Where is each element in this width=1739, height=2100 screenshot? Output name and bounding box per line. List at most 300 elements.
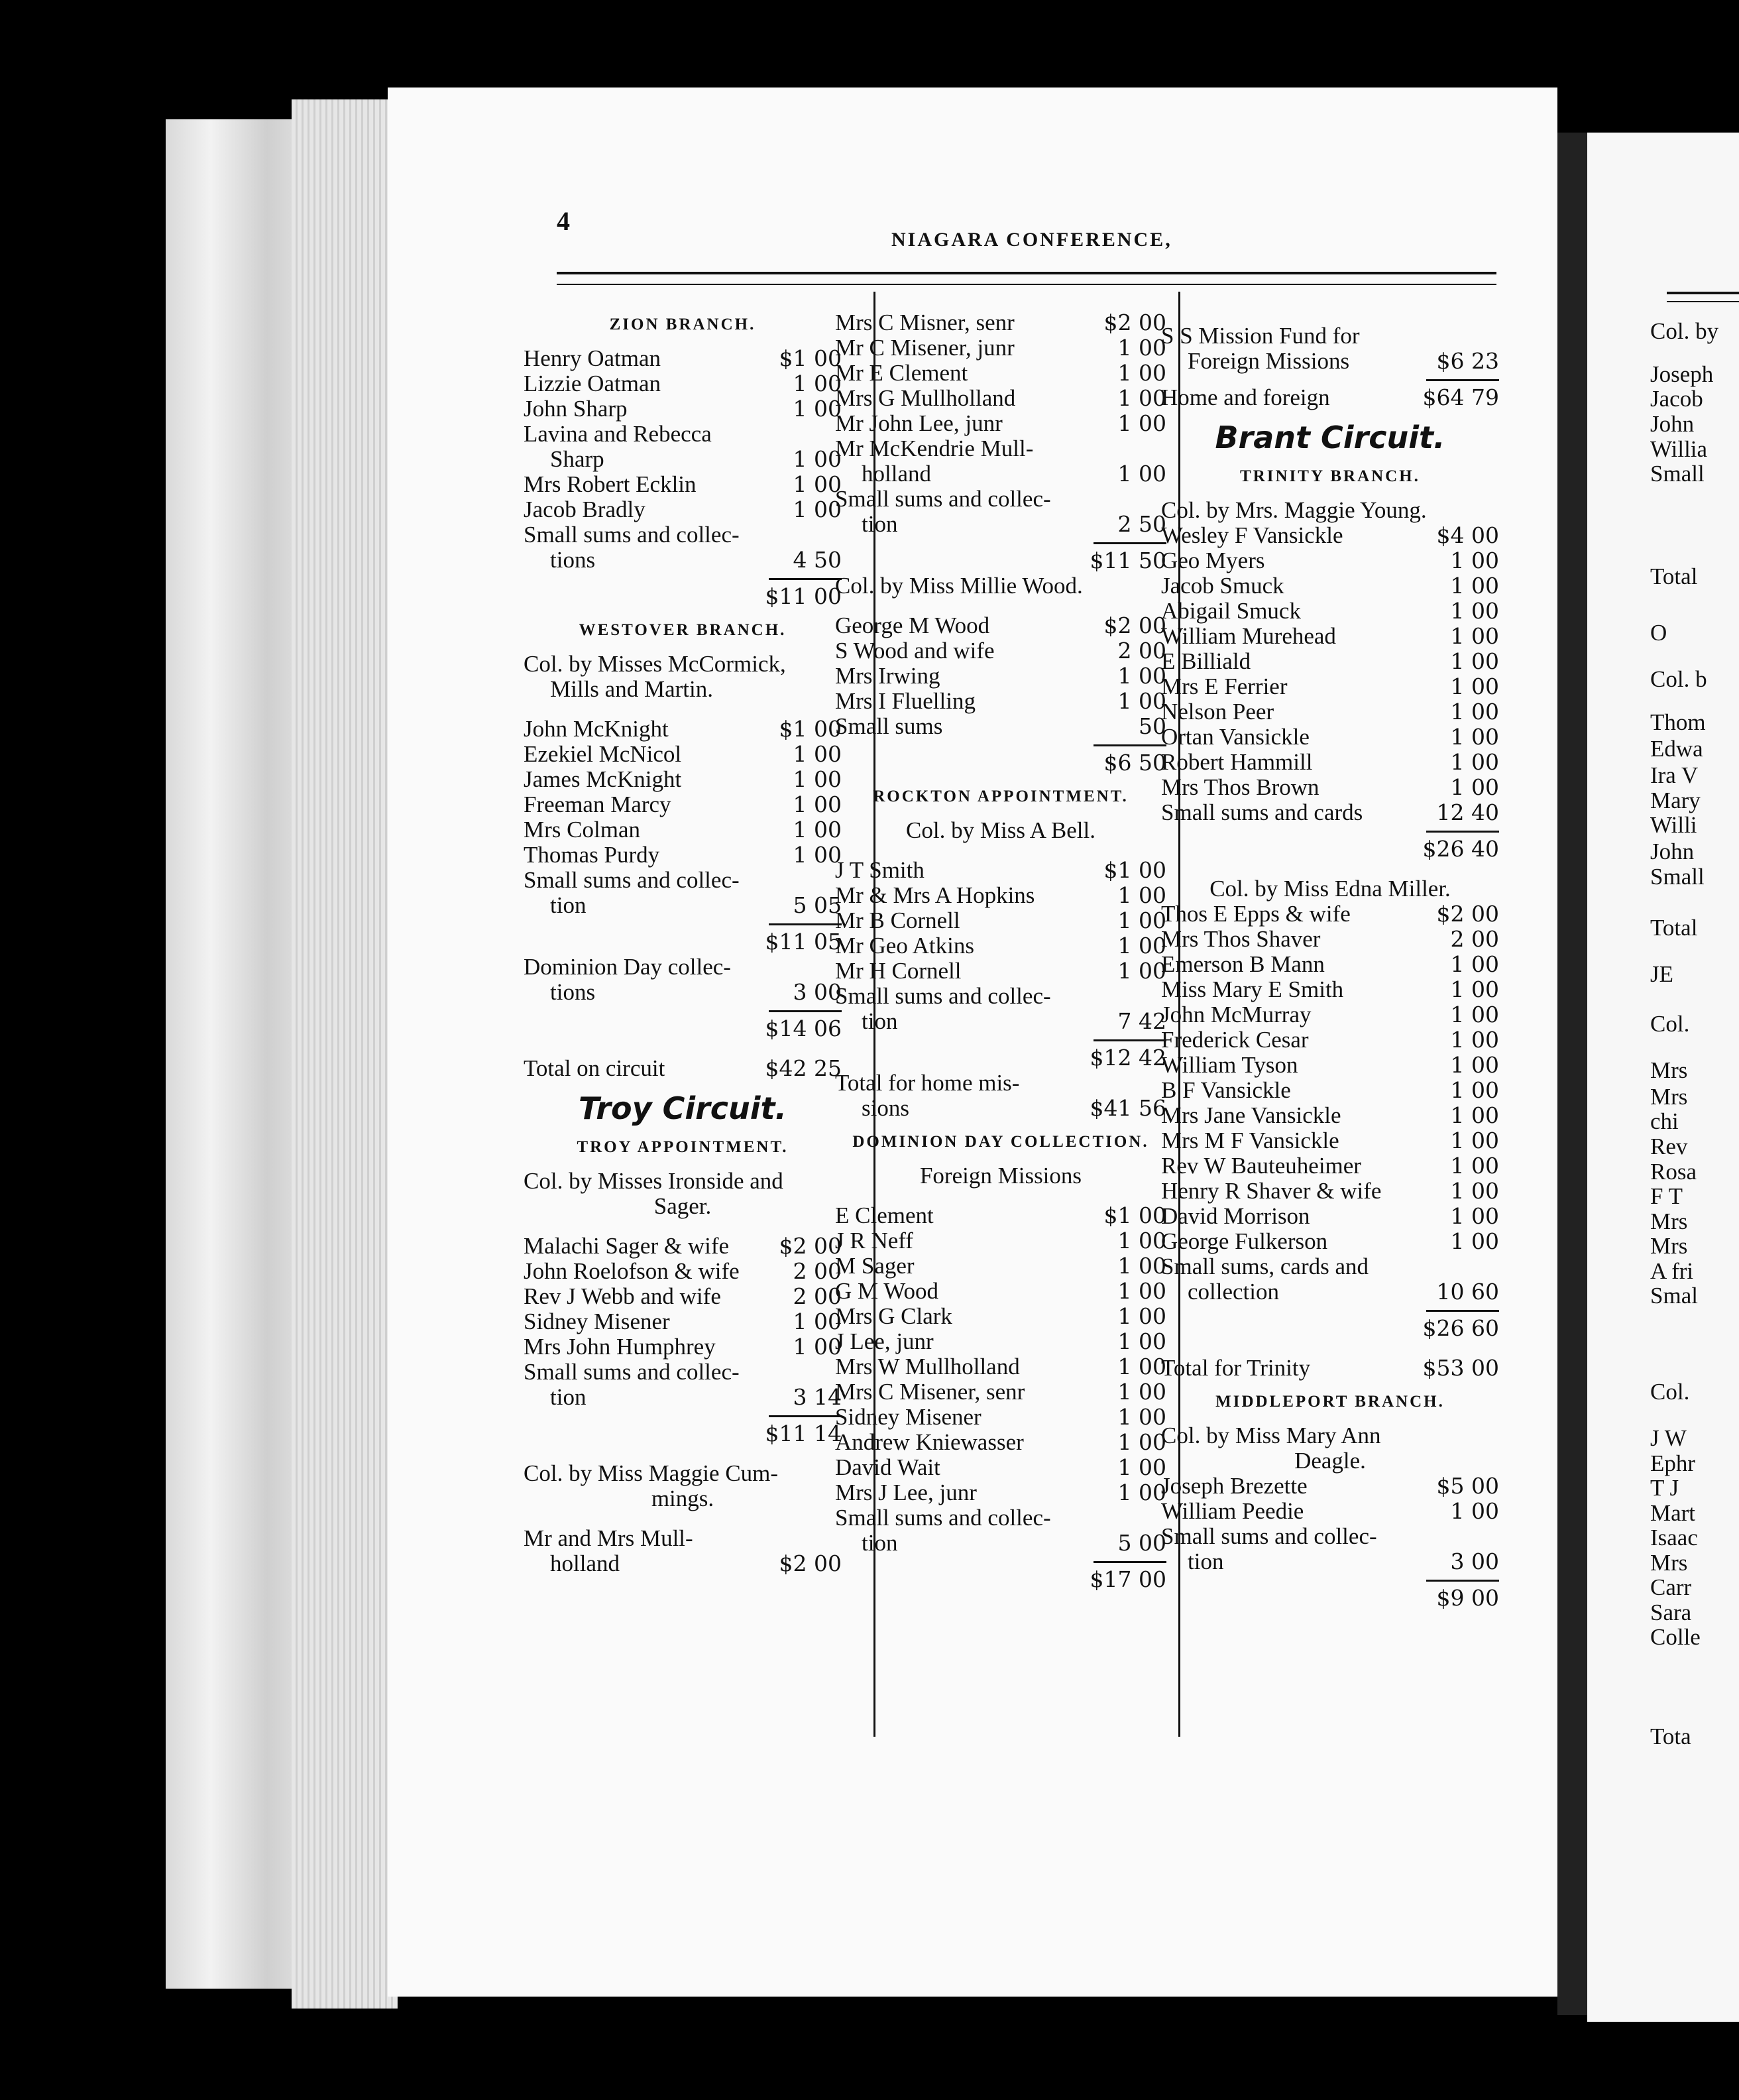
entry-amount: 1 00 [1117, 1379, 1166, 1405]
ledger-row [524, 868, 842, 893]
ledger-row [835, 1505, 1166, 1531]
sum-rule [1426, 831, 1499, 833]
ledger-row [835, 1405, 1166, 1430]
page-stack [292, 99, 398, 2009]
sum-rule [769, 578, 842, 580]
ledger-row [524, 1334, 842, 1360]
subtotal-row [835, 1045, 1166, 1071]
ledger-row [1161, 1078, 1499, 1103]
ledger-row [835, 310, 1166, 335]
entry-name: Col. by Miss Maggie Cum- [524, 1460, 779, 1486]
right-page-text: Rosa [1650, 1159, 1697, 1185]
circuit-heading: Troy Circuit. [578, 1090, 787, 1126]
ledger-row [1161, 1229, 1499, 1254]
ledger-row [835, 461, 1166, 487]
ledger-row [835, 984, 1166, 1009]
entry-amount: 1 00 [1450, 1178, 1499, 1204]
entry-amount: 1 00 [1117, 335, 1166, 361]
entry-amount: 2 00 [793, 1258, 842, 1284]
entry-name: J Lee, junr [835, 1328, 934, 1354]
entry-amount: 1 00 [793, 396, 842, 422]
circuit-heading: Brant Circuit. [1215, 420, 1445, 455]
right-page-text: Ephr [1650, 1450, 1696, 1476]
entry-amount: 4 50 [793, 547, 842, 573]
ledger-row [524, 1385, 842, 1410]
ledger-row [835, 1254, 1166, 1279]
entry-name: J T Smith [835, 857, 925, 883]
collector-line: Col. by Miss A Bell. [906, 817, 1095, 843]
ledger-row [524, 677, 842, 702]
entry-amount: 12 40 [1436, 799, 1499, 825]
subtotal-row [524, 929, 842, 955]
entry-name: John Sharp [524, 396, 628, 422]
entry-name: J R Neff [835, 1228, 913, 1254]
subtotal-row [1161, 1586, 1499, 1611]
entry-amount: 1 00 [1117, 1303, 1166, 1329]
ledger-row [1161, 624, 1499, 649]
entry-amount: 1 00 [1450, 1077, 1499, 1103]
entry-amount: 1 00 [793, 471, 842, 497]
entry-amount: $2 00 [1103, 612, 1166, 638]
right-page-text: John [1650, 411, 1695, 437]
ledger-row [524, 497, 842, 522]
entry-name: Small sums and collec- [835, 1505, 1051, 1531]
entry-amount: $11 50 [1090, 548, 1166, 573]
entry-name: Small sums and collec- [524, 867, 740, 893]
entry-name: Small sums and collec- [1161, 1523, 1377, 1549]
entry-name: Thos E Epps & wife [1161, 901, 1351, 927]
ledger-row [524, 346, 842, 371]
entry-amount: 1 00 [1450, 1102, 1499, 1128]
entry-amount: $64 79 [1422, 384, 1499, 410]
ledger-row [524, 1056, 842, 1081]
ledger-row [835, 386, 1166, 411]
entry-amount: 1 00 [1117, 385, 1166, 411]
entry-name: William Murehead [1161, 623, 1336, 649]
entry-amount: 1 00 [1450, 749, 1499, 775]
entry-amount: 2 50 [1117, 511, 1166, 537]
right-page-header-rule [1667, 292, 1739, 302]
entry-amount: 5 05 [793, 892, 842, 918]
entry-amount: 1 00 [1117, 663, 1166, 689]
entry-amount: 1 00 [1117, 958, 1166, 984]
entry-amount: 1 00 [1450, 774, 1499, 800]
right-page-text: Isaac [1650, 1525, 1698, 1550]
sum-rule [1094, 744, 1166, 746]
right-page-text: John [1650, 839, 1695, 864]
ledger-row [524, 447, 842, 472]
ledger-row [1161, 548, 1499, 573]
ledger-row [524, 717, 842, 742]
right-page-text: Small [1650, 864, 1705, 890]
right-page-text: Col. [1650, 1011, 1690, 1037]
entry-amount: 7 42 [1117, 1008, 1166, 1034]
ledger-row [835, 1203, 1166, 1228]
entry-name: sions [862, 1095, 909, 1121]
entry-amount: 1 00 [1450, 1228, 1499, 1254]
entry-amount: $11 00 [765, 583, 842, 609]
entry-amount: 1 00 [793, 817, 842, 843]
ledger-row [1161, 523, 1499, 548]
entry-name: Total for Trinity [1161, 1355, 1311, 1381]
right-page-text: Mrs [1650, 1057, 1688, 1083]
entry-name: Mrs I Fluelling [835, 688, 976, 714]
entry-amount: 2 00 [1117, 638, 1166, 664]
sum-rule [1094, 542, 1166, 544]
spacer [524, 702, 842, 717]
entry-name: collection [1188, 1279, 1280, 1305]
entry-name: S Wood and wife [835, 638, 995, 664]
sum-rule [1426, 379, 1499, 381]
entry-name: David Wait [835, 1454, 940, 1480]
entry-amount [1492, 1254, 1499, 1279]
entry-amount: 1 00 [1450, 573, 1499, 599]
subtotal-row [1161, 837, 1499, 862]
entry-name: Col. by Miss Millie Wood. [835, 573, 1083, 599]
entry-amount: $1 00 [1103, 1202, 1166, 1228]
entry-name: Ezekiel McNicol [524, 741, 682, 767]
entry-amount: $26 40 [1422, 836, 1499, 862]
ledger-row [524, 792, 842, 817]
entry-name: Total on circuit [524, 1055, 665, 1081]
entry-amount: 1 00 [1117, 360, 1166, 386]
entry-name: Abigail Smuck [1161, 598, 1301, 624]
ledger-row [1161, 902, 1499, 927]
entry-name: Emerson B Mann [1161, 951, 1325, 977]
entry-amount: $42 25 [765, 1055, 842, 1081]
entry-amount: 1 00 [1450, 673, 1499, 699]
entry-name: Ortan Vansickle [1161, 724, 1310, 750]
entry-name: Small sums [835, 713, 943, 739]
sum-rule [1094, 1039, 1166, 1041]
ledger-row [1161, 800, 1499, 825]
section-heading: ROCKTON APPOINTMENT. [873, 788, 1129, 805]
ledger-row [524, 1309, 842, 1334]
entry-name: William Tyson [1161, 1052, 1298, 1078]
ledger-row [524, 1461, 842, 1486]
entry-amount: $4 00 [1436, 522, 1499, 548]
ledger-row [524, 1551, 842, 1576]
entry-name: Small sums and collec- [524, 1359, 740, 1385]
entry-amount [1492, 323, 1499, 349]
entry-amount: 1 00 [1117, 1253, 1166, 1279]
collector-line: Deagle. [1294, 1448, 1366, 1474]
subtotal-row [524, 584, 842, 609]
ledger-row [1161, 1474, 1499, 1499]
ledger-row [524, 980, 842, 1005]
right-page-text: J W [1650, 1425, 1687, 1451]
ledger-row [1161, 1103, 1499, 1128]
entry-amount: 1 00 [1450, 1027, 1499, 1053]
ledger-row [1161, 725, 1499, 750]
ledger-row [524, 652, 842, 677]
ledger-row [1161, 952, 1499, 977]
spacer [524, 1041, 842, 1056]
entry-amount: $26 60 [1422, 1315, 1499, 1341]
entry-name: E Clement [835, 1202, 934, 1228]
entry-name: Small sums, cards and [1161, 1254, 1369, 1279]
right-page-text: Rev [1650, 1134, 1688, 1159]
entry-name: G M Wood [835, 1278, 938, 1304]
entry-amount: 1 00 [1117, 410, 1166, 436]
entry-name: Col. by Misses Ironside and [524, 1168, 783, 1194]
entry-name: S S Mission Fund for [1161, 323, 1360, 349]
entry-name: tions [550, 979, 596, 1005]
subtotal-row [524, 1421, 842, 1446]
ledger-row [1161, 1356, 1499, 1381]
ledger-row [835, 1329, 1166, 1354]
entry-name: Mr McKendrie Mull- [835, 436, 1034, 461]
ledger-row [1161, 1549, 1499, 1574]
entry-name: Freeman Marcy [524, 791, 671, 817]
entry-name: Mr E Clement [835, 360, 968, 386]
entry-name: Col. by Miss Mary Ann [1161, 1423, 1381, 1448]
ledger-row [1161, 775, 1499, 800]
entry-name: Mrs G Mullholland [835, 385, 1016, 411]
entry-name: Mr Geo Atkins [835, 933, 974, 959]
collector-line: Col. by Miss Edna Miller. [1209, 876, 1451, 902]
right-page-text: Mart [1650, 1500, 1696, 1526]
right-page-fragment [1587, 133, 1739, 2022]
entry-name: Total for home mis- [835, 1070, 1020, 1096]
entry-name: Mrs Colman [524, 817, 640, 843]
entry-name: tion [862, 1008, 898, 1034]
ledger-row [1161, 649, 1499, 674]
entry-amount [1492, 1423, 1499, 1448]
sum-rule [769, 1415, 842, 1417]
entry-amount: 1 00 [1450, 648, 1499, 674]
entry-name: John McMurray [1161, 1002, 1312, 1027]
ledger-row [524, 843, 842, 868]
entry-amount: 1 00 [793, 496, 842, 522]
ledger-row [835, 858, 1166, 883]
entry-amount: 3 14 [793, 1384, 842, 1410]
sum-rule [1426, 1580, 1499, 1582]
right-page-text: JE [1650, 961, 1673, 987]
entry-amount: 1 00 [1450, 1052, 1499, 1078]
right-page-text: T J [1650, 1475, 1679, 1501]
ledger-row [1161, 1499, 1499, 1524]
page-number: 4 [557, 206, 570, 236]
ledger-row [835, 411, 1166, 436]
spacer [524, 1446, 842, 1461]
entry-amount: $5 00 [1436, 1473, 1499, 1499]
entry-name: M Sager [835, 1253, 915, 1279]
subtotal-row [835, 750, 1166, 776]
ledger-row [1161, 385, 1499, 410]
section-heading: TROY APPOINTMENT. [577, 1138, 789, 1156]
right-page-text: Thom [1650, 709, 1706, 735]
sum-rule [769, 1010, 842, 1012]
spacer [835, 1189, 1166, 1203]
spacer [835, 599, 1166, 613]
right-page-text: Total [1650, 563, 1698, 589]
entry-amount: 1 00 [1450, 1153, 1499, 1179]
entry-name: Andrew Kniewasser [835, 1429, 1024, 1455]
section-heading: DOMINION DAY COLLECTION. [852, 1133, 1149, 1151]
column-3 [1161, 323, 1499, 1611]
section-heading: MIDDLEPORT BRANCH. [1215, 1393, 1445, 1411]
ledger-row [524, 817, 842, 843]
entry-amount: 1 00 [1117, 1354, 1166, 1379]
ledger-row [835, 361, 1166, 386]
entry-name: Mr & Mrs A Hopkins [835, 882, 1035, 908]
entry-amount: 1 00 [1450, 1498, 1499, 1524]
entry-name: James McKnight [524, 766, 682, 792]
ledger-row [1161, 1524, 1499, 1549]
subtotal-row [524, 1016, 842, 1041]
ledger-row [835, 487, 1166, 512]
entry-name: Mrs C Misner, senr [835, 310, 1015, 335]
entry-name: Henry Oatman [524, 345, 661, 371]
entry-amount: $2 00 [779, 1233, 842, 1259]
entry-name: Mr and Mrs Mull- [524, 1525, 693, 1551]
entry-amount: 1 00 [1117, 1429, 1166, 1455]
entry-amount: 1 00 [1450, 976, 1499, 1002]
collector-line: mings. [651, 1486, 714, 1511]
entry-name: Dominion Day collec- [524, 954, 731, 980]
entry-name: William Peedie [1161, 1498, 1304, 1524]
entry-amount: $17 00 [1090, 1566, 1166, 1592]
ledger-row [1161, 977, 1499, 1002]
right-page-text: F T [1650, 1183, 1683, 1209]
entry-amount: $41 56 [1090, 1095, 1166, 1121]
entry-amount: 1 00 [1450, 1203, 1499, 1229]
ledger-row [524, 548, 842, 573]
right-page-text: Ira V [1650, 762, 1699, 788]
entry-name: Rev J Webb and wife [524, 1283, 721, 1309]
entry-amount: 1 00 [793, 1309, 842, 1334]
ledger-row [1161, 1002, 1499, 1027]
entry-name: Mrs J Lee, junr [835, 1480, 977, 1505]
entry-amount: $11 05 [765, 929, 842, 955]
entry-amount: $6 50 [1103, 750, 1166, 776]
entry-name: Mrs W Mullholland [835, 1354, 1020, 1379]
sum-rule [769, 923, 842, 925]
entry-amount: 1 00 [793, 766, 842, 792]
ledger-row [835, 1455, 1166, 1480]
entry-name: Small sums and collec- [835, 486, 1051, 512]
entry-amount: $11 14 [765, 1421, 842, 1446]
ledger-row [835, 1304, 1166, 1329]
right-page-text: Colle [1650, 1624, 1701, 1650]
entry-name: Home and foreign [1161, 384, 1330, 410]
ledger-row [524, 1284, 842, 1309]
header-rule [557, 272, 1496, 285]
ledger-row [524, 893, 842, 918]
entry-amount: $1 00 [1103, 857, 1166, 883]
entry-amount: 3 00 [793, 979, 842, 1005]
ledger-row [835, 1531, 1166, 1556]
ledger-row [1161, 323, 1499, 349]
ledger-row [524, 1526, 842, 1551]
entry-name: Robert Hammill [1161, 749, 1313, 775]
entry-amount: 1 00 [1450, 598, 1499, 624]
subtotal-row [1161, 1316, 1499, 1341]
entry-name: Mr H Cornell [835, 958, 962, 984]
entry-name: George M Wood [835, 612, 990, 638]
entry-amount: 1 00 [1117, 882, 1166, 908]
entry-name: tion [1188, 1548, 1224, 1574]
ledger-row [835, 1279, 1166, 1304]
right-page-text: Small [1650, 461, 1705, 487]
collector-line: Sager. [653, 1193, 712, 1219]
ledger-row [1161, 1027, 1499, 1053]
right-page-text: Mary [1650, 788, 1701, 813]
ledger-row [835, 664, 1166, 689]
entry-name: George Fulkerson [1161, 1228, 1328, 1254]
entry-amount: 1 00 [1450, 548, 1499, 573]
ledger-row [524, 1360, 842, 1385]
ledger-row [1161, 1204, 1499, 1229]
entry-amount: 1 00 [1117, 907, 1166, 933]
entry-amount: $2 00 [779, 1550, 842, 1576]
spacer [835, 843, 1166, 858]
entry-name: Foreign Missions [1188, 348, 1350, 374]
right-page-text: Smal [1650, 1283, 1698, 1309]
entry-amount: 1 00 [1117, 1328, 1166, 1354]
entry-name: Mrs John Humphrey [524, 1334, 716, 1360]
ledger-row [1161, 1254, 1499, 1279]
entry-name: John Roelofson & wife [524, 1258, 740, 1284]
entry-amount: $14 06 [765, 1016, 842, 1041]
entry-amount: 10 60 [1436, 1279, 1499, 1305]
entry-name: John McKnight [524, 716, 669, 742]
right-page-text: Willia [1650, 436, 1708, 462]
ledger-row [835, 573, 1166, 599]
ledger-row [835, 1009, 1166, 1034]
ledger-row [524, 1259, 842, 1284]
entry-amount: 1 00 [793, 371, 842, 396]
ledger-row [1161, 599, 1499, 624]
entry-name: Mr John Lee, junr [835, 410, 1003, 436]
entry-name: Small sums and collec- [835, 983, 1051, 1009]
entry-amount: 2 00 [1450, 926, 1499, 952]
ledger-row [835, 436, 1166, 461]
entry-amount: 1 00 [1117, 1228, 1166, 1254]
entry-name: Mrs C Misener, senr [835, 1379, 1025, 1405]
entry-amount: 1 00 [793, 446, 842, 472]
spacer [1161, 1341, 1499, 1356]
spacer [1161, 862, 1499, 876]
ledger-row [1161, 1279, 1499, 1305]
entry-amount: 1 00 [1450, 951, 1499, 977]
ledger-row [524, 955, 842, 980]
ledger-row [1161, 498, 1499, 523]
entry-name: Thomas Purdy [524, 842, 660, 868]
ledger-row [524, 422, 842, 447]
ledger-row [835, 1228, 1166, 1254]
entry-amount: 50 [1139, 713, 1166, 739]
entry-name: Jacob Smuck [1161, 573, 1284, 599]
entry-amount: 1 00 [793, 842, 842, 868]
entry-name: Col. by Mrs. Maggie Young. [1161, 497, 1427, 523]
spacer [524, 1219, 842, 1234]
ledger-row [1161, 750, 1499, 775]
entry-amount: 1 00 [1117, 933, 1166, 959]
ledger-row [524, 742, 842, 767]
entry-name: Miss Mary E Smith [1161, 976, 1344, 1002]
spine-gutter [1557, 133, 1587, 2015]
entry-name: Malachi Sager & wife [524, 1233, 730, 1259]
entry-amount: 1 00 [793, 741, 842, 767]
entry-amount: 1 00 [1117, 688, 1166, 714]
entry-amount [1492, 1524, 1499, 1549]
section-heading: ZION BRANCH. [609, 316, 756, 333]
ledger-row [524, 1234, 842, 1259]
ledger-row [1161, 927, 1499, 952]
running-head: NIAGARA CONFERENCE, [891, 229, 1172, 251]
